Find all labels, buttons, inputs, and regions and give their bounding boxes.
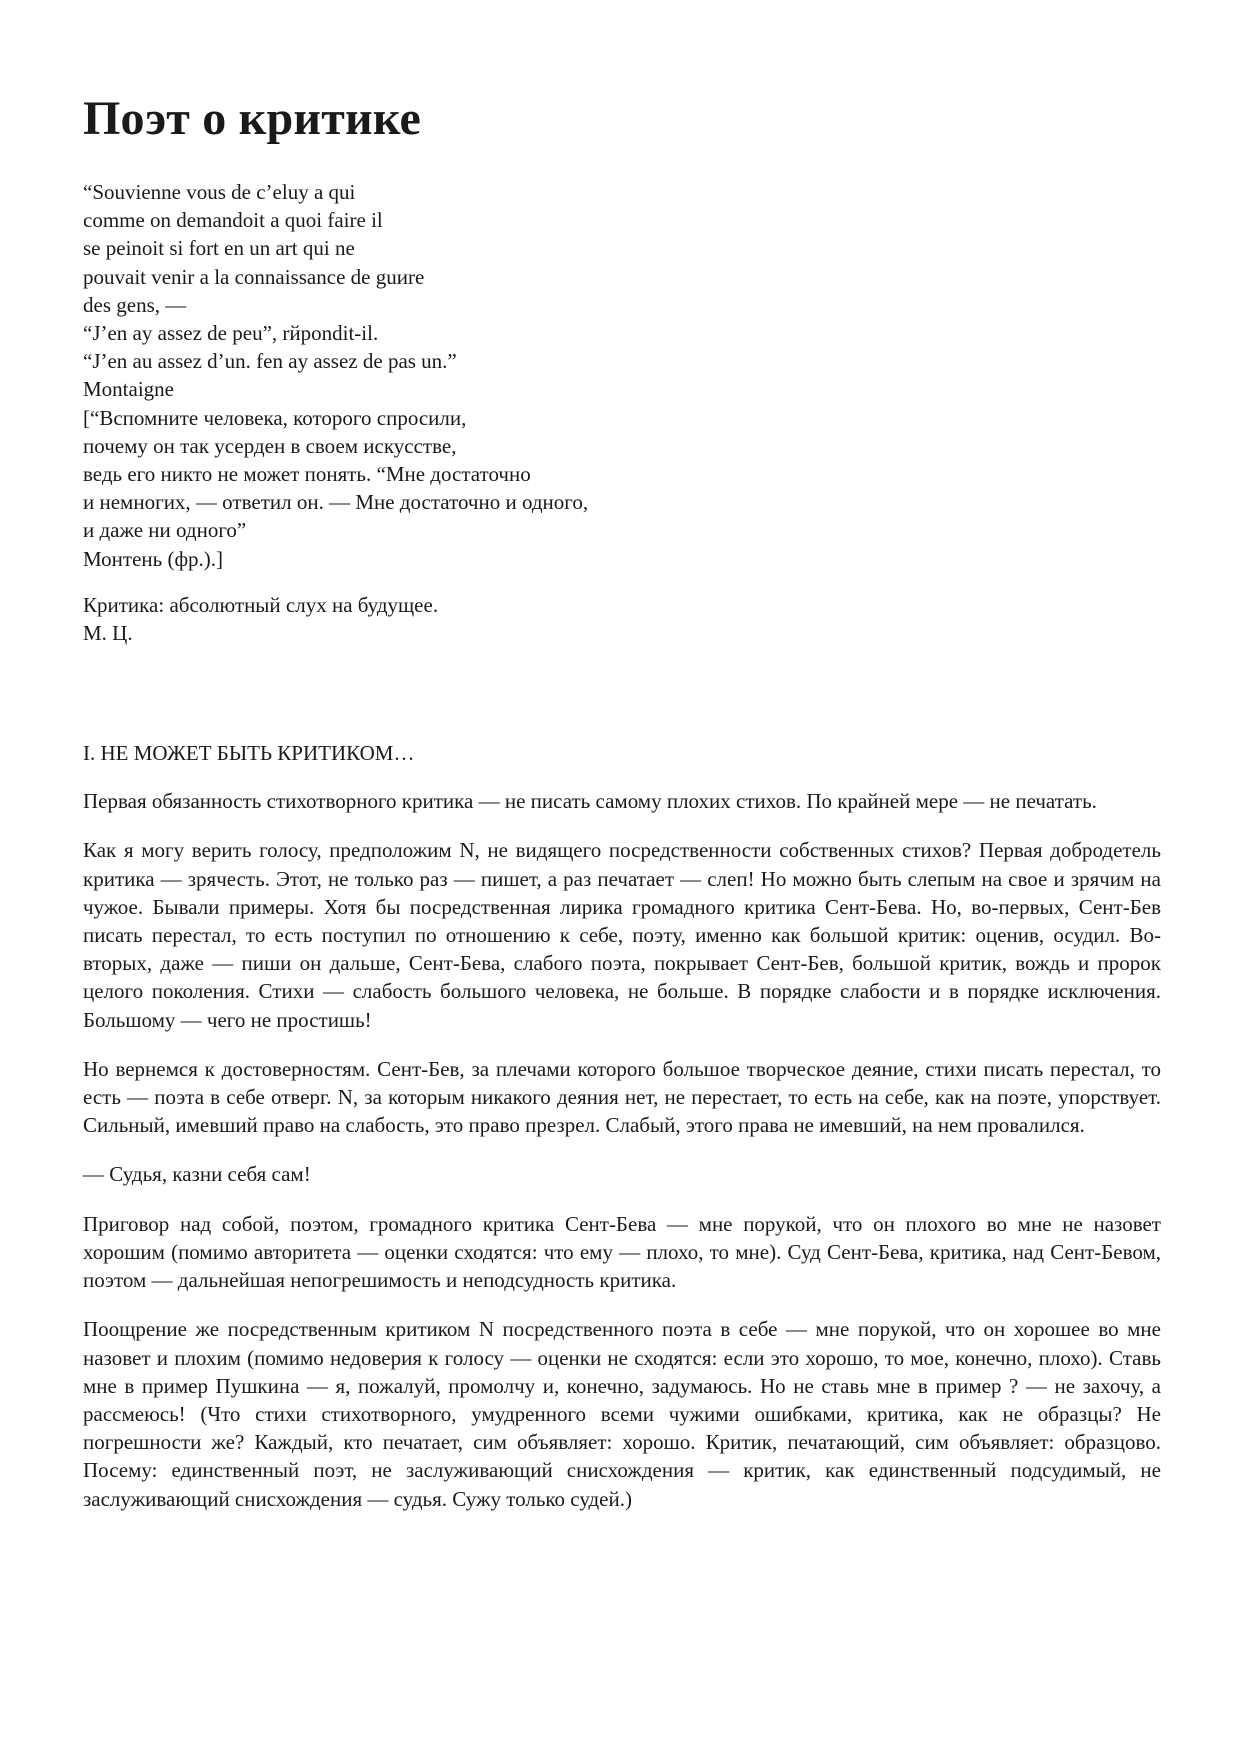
paragraph: Приговор над собой, поэтом, громадного критика Сент-Бева — мне порукой, что он плохого во мне не назовет хорошим (помимо авторитета — оценки сходятся: что ему — плохо, то мне). Суд Сент-Бева, критика, над Сент-Бевом, поэтом — дальнейшая непогрешимость и неподсудность критика.	[83, 1211, 1161, 1293]
epigraph-line: comme on demandoit a quoi faire il	[83, 208, 383, 233]
epigraph-line: и даже ни одного”	[83, 518, 247, 543]
paragraph: — Судья, казни себя сам!	[83, 1162, 311, 1187]
epigraph-line: и немногих, — ответил он. — Мне достаточно и одного,	[83, 490, 589, 515]
paragraph: Первая обязанность стихотворного критика — не писать самому плохих стихов. По крайней мере — не печатать.	[83, 789, 1097, 814]
paragraph: Поощрение же посредственным критиком N посредственного поэта в себе — мне порукой, что он хорошее во мне назовет и плохим (помимо недоверия к голосу — оценки не сходятся: если это хорошо, то мое, конечно, плохо). Ставь мне в пример Пушкина — я, пожалуй, промолчу и, конечно, задумаюсь. Но не ставь мне в пример ? — не захочу, а рассмеюсь! (Что стихи стихотворного, умудренного всеми чужими ошибками, критика, как не образцы? Не погрешности же? Каждый, кто печатает, сим объявляет: хорошо. Критик, печатающий, сим объявляет: образцово. Посему: единственный поэт, не заслуживающий снисхождения — критик, как единственный подсудимый, не заслуживающий снисхождения — судья. Сужу только судей.)	[83, 1317, 1161, 1511]
epigraph-line: “J’en ay assez de peu”, rйpondit-il.	[83, 321, 379, 346]
epigraph-line: des gens, —	[83, 292, 187, 317]
epigraph-line: почему он так усерден в своем искусстве,	[83, 433, 457, 458]
document-page	[83, 84, 1161, 1534]
epigraph-line: “Souvienne vous de c’eluy a qui	[83, 180, 356, 204]
epigraph-montaigne	[83, 178, 1161, 573]
epigraph-line: [“Вспомните человека, которого спросили,	[83, 405, 467, 430]
page-title: Поэт о критике	[83, 92, 422, 145]
epigraph-line: se peinoit si fort en un art qui ne	[83, 236, 355, 261]
epigraph-line: Монтень (фр.).]	[83, 546, 224, 571]
epigraph-line: pouvait venir a la connaissance de guиre	[83, 264, 425, 289]
paragraph: Но вернемся к достоверностям. Сент-Бев, за плечами которого большое творческое деяние, стихи писать перестал, то есть — поэта в себе отверг. N, за которым никакого деяния нет, не перестает, то есть на себе, как на поэте, упорствует. Сильный, имевший право на слабость, это право презрел. Слабый, этого права не имевший, на нем провалился.	[83, 1056, 1161, 1138]
epigraph-line: ведь его никто не может понять. “Мне достаточно	[83, 462, 531, 487]
epigraph-line: Montaigne	[83, 377, 174, 402]
section-heading: I. НЕ МОЖЕТ БЫТЬ КРИТИКОМ…	[83, 741, 415, 766]
paragraph: Как я могу верить голосу, предположим N, не видящего посредственности собственных стихов? Первая добродетель критика — зрячесть. Этот, не только раз — пишет, а раз печатает — слеп! Но можно быть слепым на свое и зрячим на чужое. Бывали примеры. Хотя бы посредственная лирика громадного критика Сент-Бева. Но, во-первых, Сент-Бев писать перестал, то есть поступил по отношению к себе, поэту, именно как большой критик: оценив, осудил. Во-вторых, даже — пиши он дальше, Сент-Бева, слабого поэта, покрывает Сент-Бев, большой критик, вождь и пророк целого поколения. Стихи — слабость большого человека, не больше. В порядке слабости и в порядке исключения. Большому — чего не простишь!	[83, 838, 1161, 1032]
epigraph-line: “J’en au assez d’un. fen ay assez de pas un.”	[83, 349, 457, 374]
epigraph-signature: М. Ц.	[83, 621, 133, 646]
epigraph-author	[83, 591, 1161, 647]
epigraph-line: Критика: абсолютный слух на будущее.	[83, 592, 439, 617]
